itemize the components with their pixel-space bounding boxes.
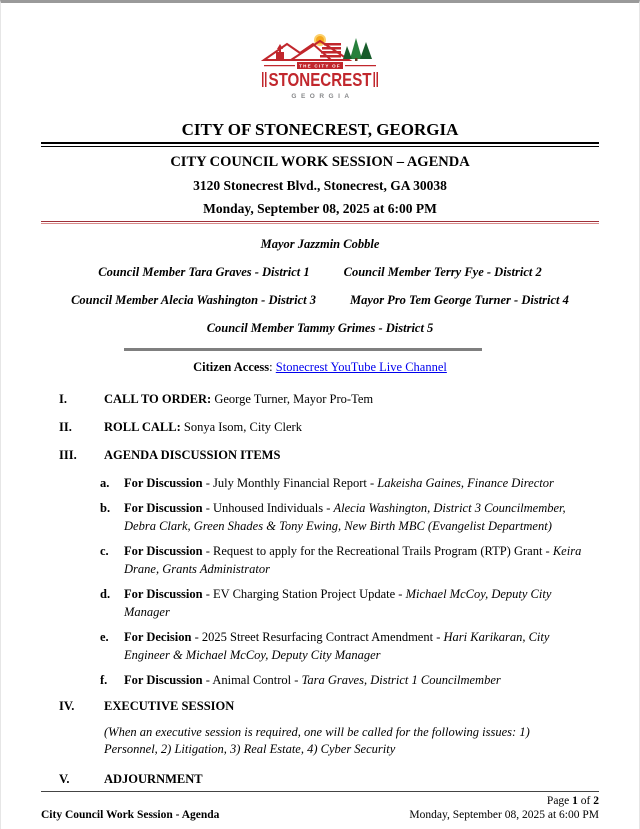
item-text: - EV Charging Station Project Update - bbox=[202, 587, 406, 601]
cabin-icon bbox=[320, 43, 341, 58]
agenda-item-e bbox=[41, 629, 599, 664]
section-number: III. bbox=[59, 447, 77, 462]
logo-container bbox=[1, 29, 639, 108]
council-row-3 bbox=[41, 320, 599, 336]
section-roll-call bbox=[41, 419, 599, 435]
page-footer bbox=[41, 791, 599, 822]
page-title: CITY OF STONECREST, GEORGIA bbox=[181, 120, 459, 139]
footer-date: Monday, September 08, 2025 at 6:00 PM bbox=[409, 809, 599, 821]
meeting-datetime: Monday, September 08, 2025 at 6:00 PM bbox=[203, 201, 437, 216]
item-label: For Discussion bbox=[124, 587, 203, 601]
page-number bbox=[41, 794, 599, 808]
section-executive-session bbox=[41, 698, 599, 714]
section-number: II. bbox=[59, 419, 72, 434]
item-label: For Discussion bbox=[124, 475, 203, 490]
section-call-to-order bbox=[41, 391, 599, 407]
item-speakers: Alecia Washington, District 3 Councilmember, Debra Clark, Green Shades & Tony Ewing, New Birth MBC (Evangelist Department) bbox=[124, 501, 566, 533]
agenda-item-b bbox=[41, 500, 599, 535]
item-label: For Discussion bbox=[124, 544, 203, 558]
logo-name: STONECREST bbox=[268, 70, 372, 90]
mayor-row bbox=[41, 236, 599, 252]
section-agenda-discussion bbox=[41, 447, 599, 463]
item-label: For Discussion bbox=[124, 501, 203, 515]
officials-list bbox=[41, 236, 599, 336]
mayor-name: Mayor Jazzmin Cobble bbox=[260, 237, 380, 251]
council-row-2 bbox=[41, 292, 599, 308]
agenda-sections bbox=[41, 391, 599, 787]
item-text: - Animal Control - bbox=[202, 673, 302, 687]
section-title: EXECUTIVE SESSION bbox=[104, 698, 235, 713]
page-total: 2 bbox=[593, 795, 599, 807]
section-detail: George Turner, Mayor Pro-Tem bbox=[214, 391, 374, 406]
meeting-subtitle: CITY COUNCIL WORK SESSION – AGENDA bbox=[170, 154, 470, 170]
citizen-access-line bbox=[41, 359, 599, 375]
section-title: AGENDA DISCUSSION ITEMS bbox=[104, 447, 281, 462]
section-number: IV. bbox=[59, 698, 75, 713]
item-letter: d. bbox=[100, 587, 111, 601]
red-divider bbox=[41, 221, 599, 224]
agenda-item-c bbox=[41, 543, 599, 578]
item-text: - July Monthly Financial Report - bbox=[202, 475, 378, 490]
page-word: Page bbox=[546, 795, 570, 807]
citizen-access-colon: : bbox=[269, 359, 276, 374]
council-member: Mayor Pro Tem George Turner - District 4 bbox=[350, 293, 569, 307]
agenda-item-a bbox=[41, 475, 599, 493]
executive-session-note: (When an executive session is required, one will be called for the following issues: 1) Personnel, 2) Litigation, 3) Real Estate, 4) Cyber Security bbox=[104, 724, 530, 756]
title-divider bbox=[41, 142, 599, 147]
council-member: Council Member Tara Graves - District 1 bbox=[98, 265, 310, 279]
citizen-access-label: Citizen Access bbox=[193, 359, 270, 374]
item-letter: a. bbox=[100, 475, 110, 490]
meeting-address: 3120 Stonecrest Blvd., Stonecrest, GA 30038 bbox=[193, 178, 447, 193]
footer-document-title: City Council Work Session - Agenda bbox=[41, 809, 220, 821]
section-title: CALL TO ORDER: bbox=[104, 391, 212, 406]
item-speakers: Lakeisha Gaines, Finance Director bbox=[377, 475, 554, 490]
council-member: Council Member Alecia Washington - District 3 bbox=[71, 293, 317, 307]
council-member: Council Member Terry Fye - District 2 bbox=[343, 265, 542, 279]
banner bbox=[264, 62, 376, 69]
stonecrest-logo bbox=[261, 29, 379, 103]
item-speakers: Keira Drane, Grants Administrator bbox=[124, 544, 582, 576]
item-text: - Request to apply for the Recreational Trails Program (RTP) Grant - bbox=[202, 544, 553, 558]
section-title: ADJOURNMENT bbox=[104, 771, 203, 786]
item-letter: e. bbox=[100, 630, 109, 644]
section-number: I. bbox=[59, 391, 67, 406]
officials-divider bbox=[124, 348, 482, 351]
agenda-items bbox=[41, 475, 599, 690]
item-speakers: Hari Karikaran, City Engineer & Michael McCoy, Deputy City Manager bbox=[124, 630, 550, 662]
item-speakers: Michael McCoy, Deputy City Manager bbox=[124, 587, 552, 619]
logo-state: GEORGIA bbox=[291, 93, 354, 100]
agenda-item-f bbox=[41, 672, 599, 690]
footer-row bbox=[41, 808, 599, 822]
section-number: V. bbox=[59, 771, 70, 786]
logo-wordmark bbox=[262, 70, 378, 90]
item-text: - Unhoused Individuals - bbox=[202, 501, 334, 515]
section-title: ROLL CALL: bbox=[104, 419, 181, 434]
youtube-live-link[interactable]: Stonecrest YouTube Live Channel bbox=[275, 359, 447, 374]
item-text: - 2025 Street Resurfacing Contract Amendment - bbox=[191, 630, 444, 644]
logo-the-city-of: THE CITY OF bbox=[299, 63, 341, 69]
council-member: Council Member Tammy Grimes - District 5 bbox=[206, 321, 434, 335]
item-label: For Decision bbox=[124, 630, 192, 644]
section-adjournment bbox=[41, 771, 599, 787]
item-letter: c. bbox=[100, 544, 109, 558]
section-detail: Sonya Isom, City Clerk bbox=[183, 419, 302, 434]
item-speakers: Tara Graves, District 1 Councilmember bbox=[301, 673, 501, 687]
item-label: For Discussion bbox=[124, 673, 203, 687]
council-row-1 bbox=[41, 264, 599, 280]
item-letter: f. bbox=[100, 673, 108, 687]
item-letter: b. bbox=[100, 501, 111, 515]
pine-trees-icon bbox=[343, 38, 372, 61]
page-current: 1 bbox=[572, 795, 578, 807]
of-word: of bbox=[580, 795, 591, 807]
agenda-item-d bbox=[41, 586, 599, 621]
